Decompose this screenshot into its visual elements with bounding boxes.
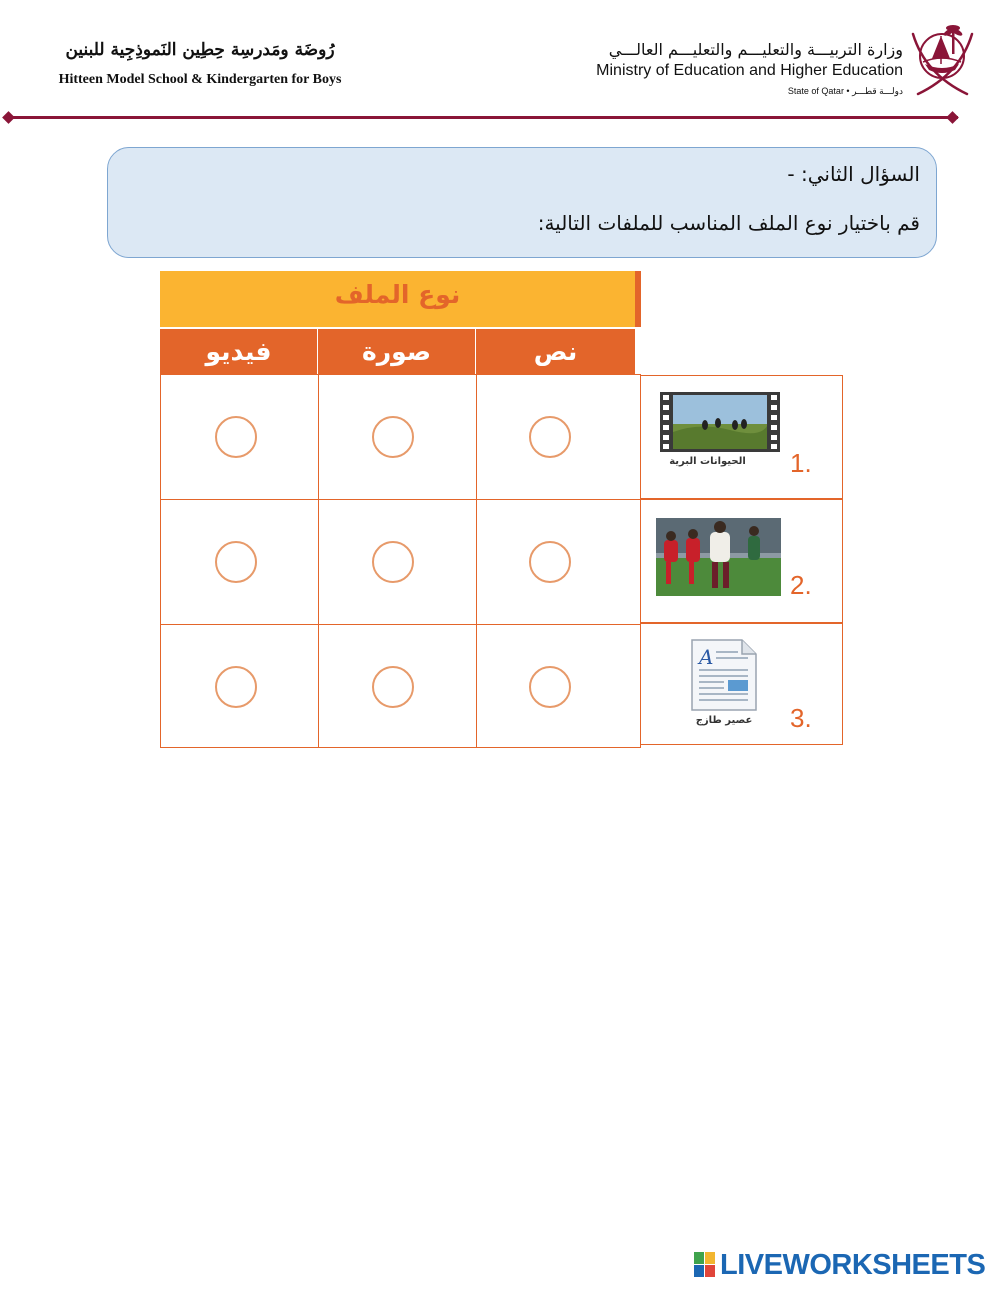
text-document-icon <box>690 638 758 712</box>
question-title: السؤال الثاني: - <box>787 162 920 186</box>
item-1-caption: الحيوانات البرية <box>669 456 746 467</box>
radio-item2-text[interactable] <box>529 541 571 583</box>
radio-item3-text[interactable] <box>529 666 571 708</box>
radio-item2-video[interactable] <box>215 541 257 583</box>
table-title: نوع الملف <box>334 280 461 309</box>
item-1-number: 1. <box>790 448 812 478</box>
ministry-name-english: Ministry of Education and Higher Education <box>596 62 903 79</box>
column-separator <box>475 329 476 374</box>
radio-item2-image[interactable] <box>372 541 414 583</box>
qatar-emblem-icon <box>905 14 980 100</box>
divider-end-diamond <box>2 111 15 124</box>
header-divider <box>6 116 958 119</box>
radio-item1-text[interactable] <box>529 416 571 458</box>
item-3-number: 3. <box>790 703 812 733</box>
answer-grid <box>160 374 641 748</box>
radio-item1-video[interactable] <box>215 416 257 458</box>
item-3-caption: عصير طازج <box>695 715 753 726</box>
liveworksheets-logo-icon <box>694 1252 716 1278</box>
ministry-name-arabic: وزارة التربيـــة والتعليـــم والتعليـــم العالـــي <box>608 40 903 59</box>
column-header-text: نص <box>476 329 635 374</box>
radio-item3-image[interactable] <box>372 666 414 708</box>
item-2-number: 2. <box>790 570 812 600</box>
school-name-arabic: رُوضَة ومَدرسِة حِطِين النَموذِجِية للبنين <box>65 40 335 60</box>
svg-text:A: A <box>699 645 714 669</box>
video-file-icon <box>660 392 780 452</box>
school-name-english: Hitteen Model School & Kindergarten for Boys <box>58 72 342 87</box>
radio-item1-image[interactable] <box>372 416 414 458</box>
photo-image-icon <box>656 518 781 596</box>
state-of-qatar-label: State of Qatar • دولـــة قطـــر <box>787 86 903 96</box>
radio-item3-video[interactable] <box>215 666 257 708</box>
liveworksheets-brand: LIVEWORKSHEETS <box>720 1249 986 1281</box>
column-header-video: فيديو <box>160 329 317 374</box>
column-header-image: صورة <box>318 329 475 374</box>
divider-end-diamond <box>946 111 959 124</box>
question-instruction: قم باختيار نوع الملف المناسب للملفات التالية: <box>537 211 920 235</box>
column-separator <box>317 329 318 374</box>
